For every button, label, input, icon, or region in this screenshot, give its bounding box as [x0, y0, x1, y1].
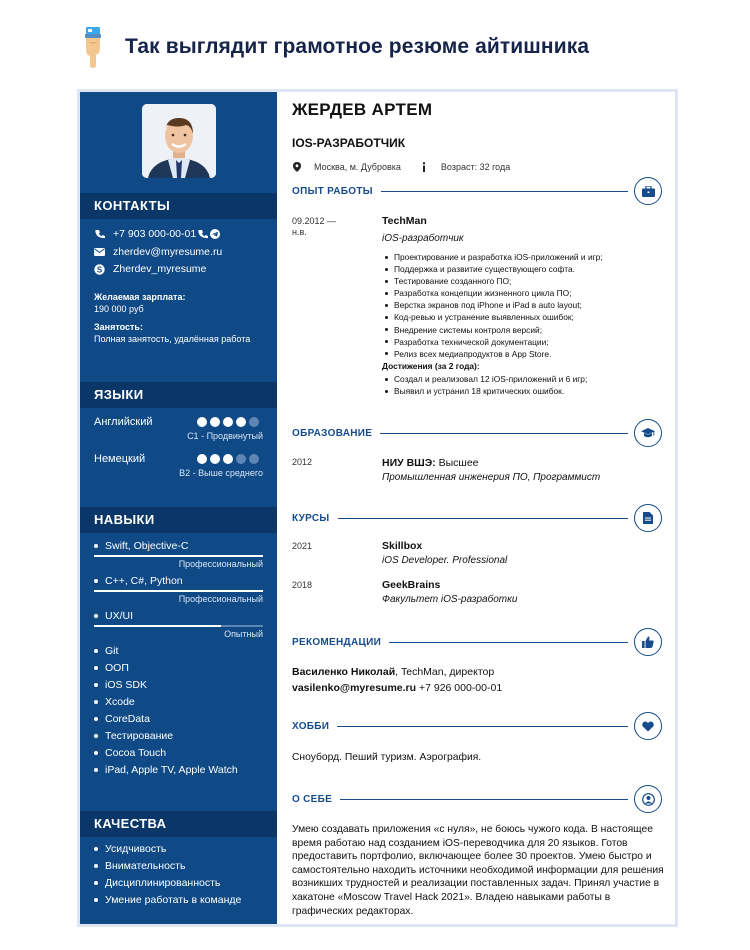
education-year: 2012 [292, 457, 313, 467]
thumbs-up-icon [634, 628, 662, 656]
rating-dot-filled [197, 417, 207, 427]
recommendations-title: РЕКОМЕНДАЦИИ [292, 636, 382, 648]
candidate-role: IOS-РАЗРАБОТЧИК [292, 136, 406, 150]
about-text: Умею создавать приложения «с нуля», не боюсь чужого кода. В настоящее время работаю над созданием iOS-переводчика для 20 языков. Готов предоставить портфолио, включающее более 30 проектов. Умею быстро и самостоятельно находить источники необходимой информации для решения возникших трудностей и реализации поставленных задач. Принял участие в хакатоне «Moscow Travel Hack 2021». Владею навыками работы в графических редакторах. [292, 824, 664, 917]
duty-item: Верстка экранов под iPhone и iPad в auto layout; [382, 299, 603, 311]
skill-name: ООП [105, 662, 129, 674]
skype-icon [94, 264, 105, 275]
language-name: Английский [94, 416, 153, 428]
skill-level-bar [94, 555, 263, 557]
rating-dot-filled [236, 417, 246, 427]
person-icon [634, 785, 662, 813]
quality-item [94, 843, 166, 855]
rated-skill [94, 540, 188, 552]
resume-sidebar [80, 92, 277, 924]
contact-email[interactable] [94, 246, 222, 258]
language-level: B2 - Выше среднего [179, 468, 263, 478]
resume-sheet [80, 92, 675, 924]
skill-level-label: Профессиональный [178, 559, 263, 569]
recommendations-section-header [292, 627, 662, 657]
language-rating [197, 417, 259, 427]
skill-level-label: Опытный [224, 629, 263, 639]
duty-item: Внедрение системы контроля версий; [382, 324, 603, 336]
experience-section-header [292, 176, 662, 206]
education-school [382, 457, 479, 469]
skill-name: Swift, Objective-C [105, 540, 189, 552]
quality-item [94, 860, 185, 872]
recommender-email[interactable]: vasilenko@myresume.ru [292, 682, 417, 694]
location-pin-icon [292, 162, 302, 172]
duty-item: Разработка концепции жизненного цикла ПО; [382, 287, 603, 299]
skill-name: C++, C#, Python [105, 575, 183, 587]
experience-duties [382, 251, 603, 360]
skill-name: UX/UI [105, 610, 134, 622]
skill-level-fill [94, 555, 263, 557]
about-title: О СЕБЕ [292, 793, 333, 805]
skill-name: Git [105, 645, 119, 657]
recommender-details: , TechMan, директор [395, 666, 495, 678]
skill-item [94, 730, 173, 742]
salary-block [94, 291, 185, 315]
rating-dot-empty [249, 417, 259, 427]
rated-skill [94, 575, 183, 587]
skill-name: Cocoa Touch [105, 747, 167, 759]
experience-title: ОПЫТ РАБОТЫ [292, 185, 373, 197]
duty-item: Поддержка и развитие существующего софта. [382, 263, 603, 275]
skill-level-label: Профессиональный [178, 594, 263, 604]
skill-level-fill [94, 590, 263, 592]
location: Москва, м. Дубровка [314, 162, 401, 172]
employment-block [94, 321, 250, 345]
section-divider [337, 726, 628, 727]
bullet-icon [94, 864, 98, 868]
section-divider [389, 642, 628, 643]
experience-date-start: 09.2012 — [292, 216, 337, 226]
skill-item [94, 662, 129, 674]
education-title: ОБРАЗОВАНИЕ [292, 427, 373, 439]
course-name: Факультет iOS-разработки [382, 594, 518, 605]
hobby-title: ХОББИ [292, 720, 330, 732]
education-program: Промышленная инженерия ПО, Программист [382, 472, 601, 483]
about-section-header [292, 784, 662, 814]
recommendation-contact [292, 682, 502, 694]
salary-label: Желаемая зарплата: [94, 292, 186, 302]
quality-name: Умение работать в команде [105, 894, 242, 906]
experience-company: TechMan [382, 215, 427, 227]
courses-section-header [292, 503, 662, 533]
achievements-list [382, 373, 587, 397]
svg-text:S: S [96, 264, 103, 274]
course-name: iOS Developer. Professional [382, 555, 508, 566]
skill-item [94, 747, 166, 759]
candidate-name: ЖЕРДЕВ АРТЕМ [292, 100, 433, 119]
profile-photo [142, 104, 216, 178]
recommender-phone[interactable]: +7 926 000-00-01 [416, 682, 503, 694]
education-section-header [292, 418, 662, 448]
section-divider [340, 799, 628, 800]
skill-level-bar [94, 590, 263, 592]
recommender-name: Василенко Николай [292, 666, 396, 678]
skill-name: Xcode [105, 696, 135, 708]
employment-label: Занятость: [94, 322, 143, 332]
language-level: C1 - Продвинутый [187, 431, 263, 441]
course-provider: GeekBrains [382, 579, 441, 591]
course-provider: Skillbox [382, 540, 423, 552]
resume-frame [77, 89, 678, 927]
age: Возраст: 32 года [440, 162, 511, 172]
bullet-icon [94, 734, 98, 738]
bullet-icon [94, 614, 98, 618]
rating-dot-empty [249, 454, 259, 464]
skill-name: iOS SDK [105, 679, 148, 691]
course-year: 2021 [292, 541, 313, 551]
info-icon [419, 162, 429, 172]
rating-dot-filled [210, 454, 220, 464]
duty-item: Тестирование созданного ПО; [382, 275, 603, 287]
rating-dot-filled [223, 454, 233, 464]
bullet-icon [94, 751, 98, 755]
skill-name: iPad, Apple TV, Apple Watch [105, 764, 238, 776]
employment-value: Полная занятость, удалённая работа [94, 334, 251, 344]
skill-level-bar [94, 625, 263, 627]
skill-item [94, 713, 150, 725]
quality-name: Дисциплинированность [105, 877, 221, 889]
rating-dot-empty [236, 454, 246, 464]
skills-heading: НАВЫКИ [80, 507, 277, 533]
salary-value: 190 000 руб [94, 304, 144, 314]
language-rating [197, 454, 259, 464]
graduation-cap-icon [634, 419, 662, 447]
mail-icon [94, 247, 105, 258]
quality-item [94, 877, 220, 889]
skill-item [94, 645, 118, 657]
document-icon [634, 504, 662, 532]
language-name: Немецкий [94, 453, 146, 465]
skill-item [94, 679, 147, 691]
page-title: Так выглядит грамотное резюме айтишника [125, 35, 590, 58]
bullet-icon [94, 717, 98, 721]
duty-item: Код-ревью и устранение выявленных ошибок; [382, 311, 603, 323]
languages-heading: ЯЗЫКИ [80, 382, 277, 408]
telegram-icon [210, 229, 220, 239]
bullet-icon [94, 579, 98, 583]
education-degree: Высшее [438, 457, 479, 469]
experience-date [292, 216, 336, 238]
course-year: 2018 [292, 580, 313, 590]
achievement-item: Выявил и устранил 18 критических ошибок. [382, 385, 587, 397]
rating-dot-filled [197, 454, 207, 464]
skill-item [94, 696, 135, 708]
page-header [0, 0, 750, 90]
candidate-meta [292, 162, 510, 172]
courses-title: КУРСЫ [292, 512, 330, 524]
contact-phone-value: +7 903 000-00-01 [113, 228, 197, 240]
achievement-item: Создал и реализовал 12 iOS-приложений и 6 игр; [382, 373, 587, 385]
rated-skill [94, 610, 133, 622]
duty-item: Релиз всех медиапродуктов в App Store. [382, 348, 603, 360]
section-divider [381, 191, 628, 192]
bullet-icon [94, 898, 98, 902]
education-school-name: НИУ ВШЭ: [382, 457, 436, 469]
experience-position: iOS-разработчик [382, 233, 464, 244]
heart-icon [634, 712, 662, 740]
contact-skype-value: Zherdev_myresume [113, 263, 207, 275]
bullet-icon [94, 683, 98, 687]
pointing-hand-icon [80, 26, 110, 70]
qualities-heading: КАЧЕСТВА [80, 811, 277, 837]
rating-dot-filled [210, 417, 220, 427]
skill-name: CoreData [105, 713, 150, 725]
section-divider [338, 518, 628, 519]
skill-item [94, 764, 238, 776]
bullet-icon [94, 666, 98, 670]
bullet-icon [94, 544, 98, 548]
section-divider [380, 433, 628, 434]
contact-skype[interactable] [94, 263, 206, 275]
contact-phone[interactable] [94, 228, 220, 240]
experience-date-end: н.в. [292, 227, 307, 237]
quality-item [94, 894, 241, 906]
phone-icon [94, 229, 105, 240]
quality-name: Усидчивость [105, 843, 167, 855]
rating-dot-filled [223, 417, 233, 427]
duty-item: Проектирование и разработка iOS-приложений и игр; [382, 251, 603, 263]
recommendation-person [292, 666, 494, 678]
hobby-text: Сноуборд. Пеший туризм. Аэрография. [292, 752, 482, 763]
briefcase-icon [634, 177, 662, 205]
skill-level-fill [94, 625, 221, 627]
bullet-icon [94, 847, 98, 851]
bullet-icon [94, 768, 98, 772]
bullet-icon [94, 881, 98, 885]
phone-icon [198, 229, 208, 239]
contacts-heading: КОНТАКТЫ [80, 193, 277, 219]
quality-name: Внимательность [105, 860, 186, 872]
bullet-icon [94, 649, 98, 653]
hobby-section-header [292, 711, 662, 741]
skill-name: Тестирование [105, 730, 174, 742]
contact-email-value: zherdev@myresume.ru [113, 246, 223, 258]
duty-item: Разработка технической документации; [382, 336, 603, 348]
profile-photo-illustration [142, 104, 216, 178]
bullet-icon [94, 700, 98, 704]
achievements-title: Достижения (за 2 года): [382, 361, 480, 371]
